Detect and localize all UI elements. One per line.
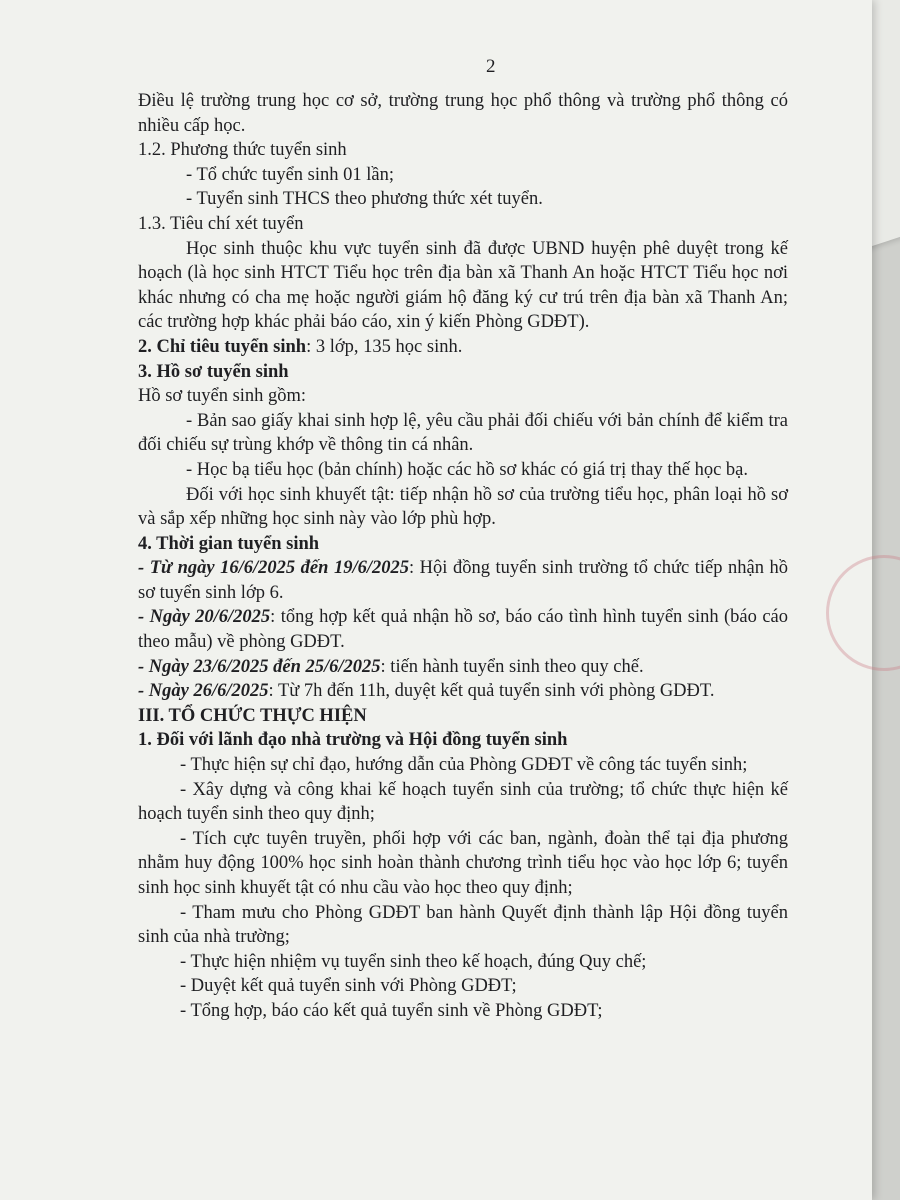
list-item: - Tích cực tuyên truyền, phối hợp với các ban, ngành, đoàn thể tại địa phương nhằm huy động 100% học sinh hoàn thành chương trình tiểu học vào học lớp 6; tuyển sinh học sinh khuyết tật có nhu cầu vào học theo quy định; [138,828,788,898]
list-item: - Ngày 23/6/2025 đến 25/6/2025: tiến hành tuyển sinh theo quy chế. [138,656,644,677]
list-item: - Ngày 20/6/2025: tổng hợp kết quả nhận hồ sơ, báo cáo tình hình tuyển sinh (báo cáo theo mẫu) về phòng GDĐT. [138,607,789,653]
list-item: - Học bạ tiểu học (bản chính) hoặc các hồ sơ khác có giá trị thay thế học bạ. [186,459,748,480]
section-heading: 1. Đối với lãnh đạo nhà trường và Hội đồng tuyển sinh [138,730,568,751]
list-item: - Tổng hợp, báo cáo kết quả tuyển sinh về Phòng GDĐT; [180,1000,603,1021]
red-stamp-partial [826,555,900,671]
list-item: - Thực hiện nhiệm vụ tuyển sinh theo kế hoạch, đúng Quy chế; [180,951,647,972]
list-item: - Thực hiện sự chỉ đạo, hướng dẫn của Phòng GDĐT về công tác tuyển sinh; [180,755,748,776]
page-number: 2 [486,56,496,77]
section-heading: 1.3. Tiêu chí xét tuyển [138,213,304,234]
section-heading: 3. Hồ sơ tuyển sinh [138,361,289,382]
list-item: - Ngày 26/6/2025: Từ 7h đến 11h, duyệt kết quả tuyển sinh với phòng GDĐT. [138,681,715,702]
list-item: - Từ ngày 16/6/2025 đến 19/6/2025: Hội đồng tuyển sinh trường tổ chức tiếp nhận hồ sơ tuyển sinh lớp 6. [138,558,789,603]
paragraph: Học sinh thuộc khu vực tuyển sinh đã được UBND huyện phê duyệt trong kế hoạch (là học sinh HTCT Tiểu học trên địa bàn xã Thanh An hoặc HTCT Tiểu học nơi khác nhưng có cha mẹ hoặc người giám hộ đăng ký cư trú trên địa bàn xã Thanh An; các trường hợp khác phải báo cáo, xin ý kiến Phòng GDĐT). [138,238,788,333]
list-item: - Duyệt kết quả tuyển sinh với Phòng GDĐT; [180,976,517,997]
list-item: - Bản sao giấy khai sinh hợp lệ, yêu cầu phải đối chiếu với bản chính để kiểm tra đối chiếu sự trùng khớp về thông tin cá nhân. [138,410,788,456]
list-item: - Xây dựng và công khai kế hoạch tuyển sinh của trường; tổ chức thực hiện kế hoạch tuyển sinh theo quy định; [138,779,788,825]
section-heading: 4. Thời gian tuyển sinh [138,533,320,554]
section-heading: 1.2. Phương thức tuyển sinh [138,140,347,161]
list-item: - Tham mưu cho Phòng GDĐT ban hành Quyết định thành lập Hội đồng tuyển sinh của nhà trường; [138,902,788,948]
section-heading: III. TỔ CHỨC THỰC HIỆN [138,705,367,726]
paragraph: Hồ sơ tuyển sinh gồm: [138,386,307,407]
list-item: - Tuyển sinh THCS theo phương thức xét tuyển. [186,189,543,210]
list-item: - Tổ chức tuyển sinh 01 lần; [186,164,395,185]
paragraph: Đối với học sinh khuyết tật: tiếp nhận hồ sơ của trường tiểu học, phân loại hồ sơ và sắp xếp những học sinh này vào lớp phù hợp. [138,484,788,530]
section-heading: 2. Chỉ tiêu tuyển sinh: 3 lớp, 135 học sinh. [138,336,463,357]
document-body [138,89,788,1024]
paragraph: Điều lệ trường trung học cơ sở, trường trung học phổ thông và trường phổ thông có nhiều cấp học. [138,91,788,136]
